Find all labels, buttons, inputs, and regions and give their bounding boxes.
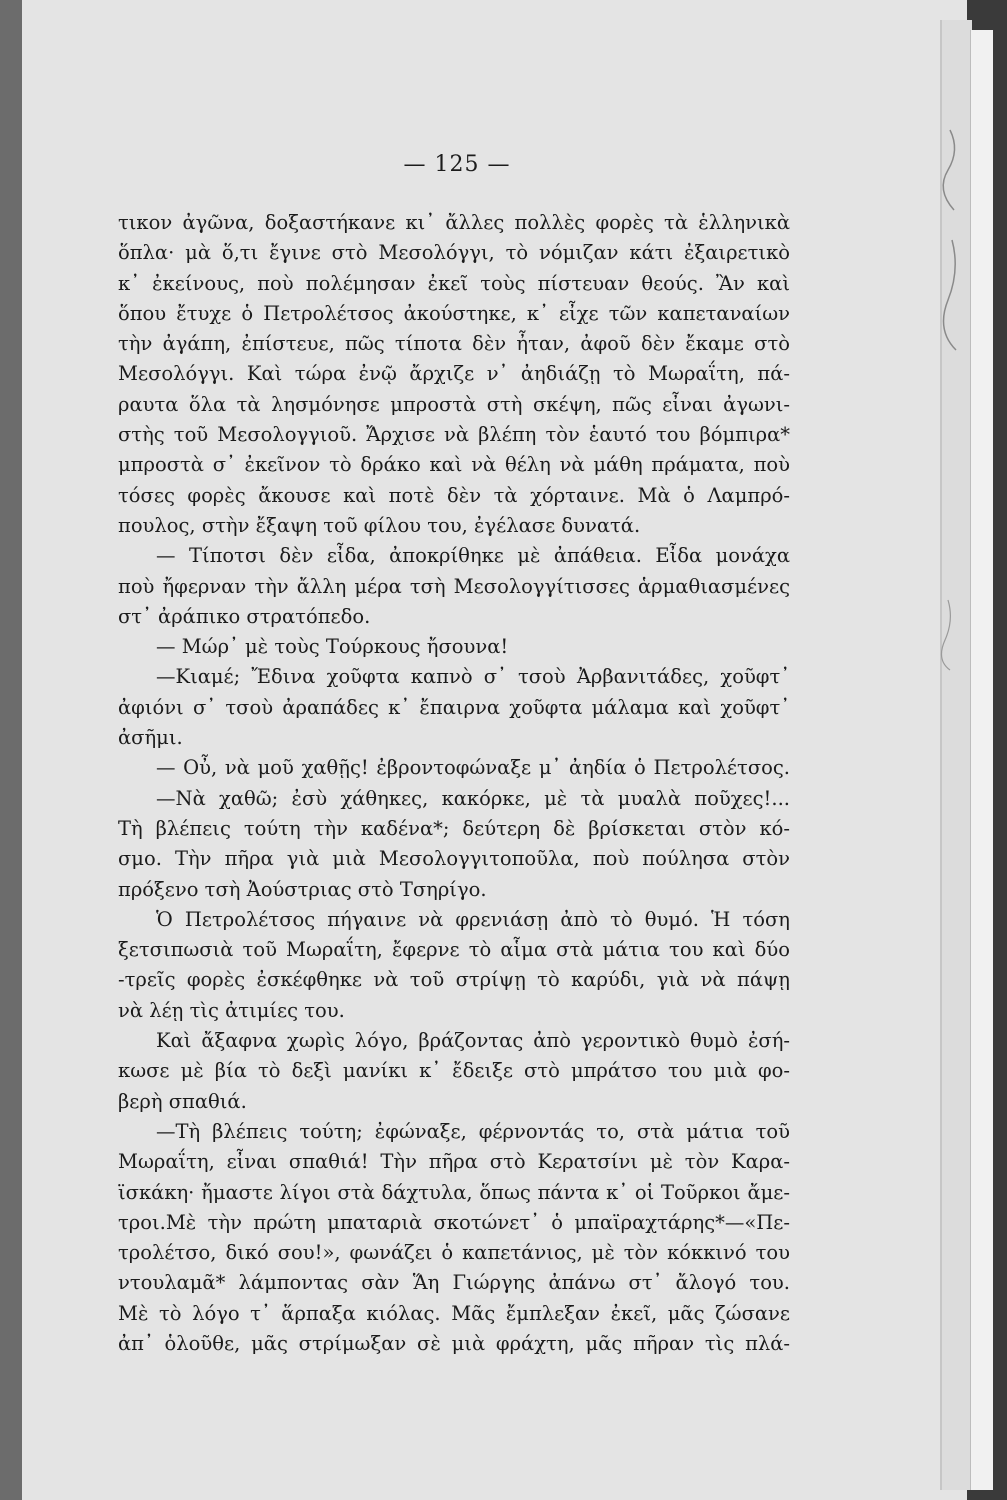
text-line: ραυτα ὅλα τὰ λησμόνησε μπροστὰ στὴ σκέψη, πῶς εἶναι ἀγωνι- [118, 392, 790, 416]
text-line: τροι.Μὲ τὴν πρώτη μπαταριὰ σκοτώνετ᾽ ὁ μπαϊραχτάρης*—«Πε- [118, 1210, 790, 1234]
text-line: ὅπου ἔτυχε ὁ Πετρολέτσος ἀκούστηκε, κ᾽ εἶχε τῶν καπεταναίων [118, 301, 790, 325]
text-line: ϊσκάκη· ἤμαστε λίγοι στὰ δάχτυλα, ὅπως πάντα κ᾽ οἱ Τοῦρκοι ἄμε- [118, 1180, 790, 1204]
text-line: στ᾽ ἀράπικο στρατόπεδο. [118, 604, 371, 628]
text-line: τικον ἀγῶνα, δοξαστήκανε κι᾽ ἄλλες πολλὲς φορὲς τὰ ἑλληνικὰ [118, 211, 790, 234]
text-line: κωσε μὲ βία τὸ δεξὶ μανίκι κ᾽ ἔδειξε στὸ μπράτσο του μιὰ φο- [118, 1059, 790, 1083]
text-line: μπροστὰ σ᾽ ἐκεῖνον τὸ δράκο καὶ νὰ θέλη νὰ μάθη πράματα, ποὺ [118, 453, 790, 477]
text-line: ὅπλα· μὰ ὅ,τι ἔγινε στὸ Μεσολόγγι, τὸ νόμιζαν κάτι ἐξαιρετικὸ [118, 241, 790, 265]
text-line: ἀφιόνι σ᾽ τσοὺ ἀραπάδες κ᾽ ἔπαιρνα χοῦφτα μάλαμα καὶ χοῦφτ᾽ [118, 695, 790, 719]
text-line: — Τίποτσι δὲν εἶδα, ἀποκρίθηκε μὲ ἀπάθεια. Εἶδα μονάχα [156, 544, 790, 568]
text-line: ξετσιπωσιὰ τοῦ Μωραΐτη, ἔφερνε τὸ αἷμα στὰ μάτια του καὶ δύο [118, 938, 790, 962]
text-line: ἀσῆμι. [118, 726, 183, 750]
text-line: —Νὰ χαθῶ; ἐσὺ χάθηκες, κακόρκε, μὲ τὰ μυαλὰ ποῦχες!... [156, 786, 790, 810]
text-line: Ὁ Πετρολέτσος πήγαινε νὰ φρενιάσῃ ἀπὸ τὸ θυμό. Ἡ τόση [156, 907, 790, 931]
text-line: Τὴ βλέπεις τούτη τὴν καδένα*; δεύτερη δὲ βρίσκεται στὸν κό- [118, 816, 790, 840]
text-line: κ᾽ ἐκείνους, ποὺ πολέμησαν ἐκεῖ τοὺς πίστευαν θεούς. Ἂν καὶ [118, 271, 790, 295]
text-line: πρόξενο τσὴ Ἀούστριας στὸ Τσηρίγο. [118, 877, 487, 901]
text-line: νὰ λέῃ τὶς ἀτιμίες του. [118, 998, 345, 1022]
text-line: ποὺ ἤφερναν τὴν ἄλλη μέρα τσὴ Μεσολογγίτισσες ἁρμαθιασμένες [118, 574, 790, 598]
text-line: τόσες φορὲς ἄκουσε καὶ ποτὲ δὲν τὰ χόρταινε. Μὰ ὁ Λαμπρό- [118, 483, 790, 507]
text-line: τρολέτσο, δικό σου!», φωνάζει ὁ καπετάνιος, μὲ τὸν κόκκινό του [118, 1241, 790, 1265]
text-line: Καὶ ἄξαφνα χωρὶς λόγο, βράζοντας ἀπὸ γεροντικὸ θυμὸ ἐσή- [156, 1029, 790, 1053]
body-text [118, 208, 790, 1359]
page-number: — 125 — [403, 152, 511, 177]
text-line: ἀπ᾽ ὁλοῦθε, μᾶς στρίμωξαν σὲ μιὰ φράχτη, μᾶς πῆραν τὶς πλά- [118, 1331, 790, 1355]
text-line: -τρεῖς φορὲς ἐσκέφθηκε νὰ τοῦ στρίψῃ τὸ καρύδι, γιὰ νὰ πάψῃ [118, 968, 790, 992]
text-line: πουλος, στὴν ἔξαψη τοῦ φίλου του, ἐγέλασε δυνατά. [118, 513, 641, 537]
text-line: στὴς τοῦ Μεσολογγιοῦ. Ἄρχισε νὰ βλέπη τὸν ἑαυτό του βόμπιρα* [118, 423, 790, 447]
binding-shadow [0, 0, 22, 1500]
margin-pencil-marks [930, 120, 990, 720]
text-line: ντουλαμᾶ* λάμποντας σὰν Ἅη Γιώργης ἀπάνω στ᾽ ἄλογό του. [118, 1271, 790, 1295]
text-line: — Μώρ᾽ μὲ τοὺς Τούρκους ἤσουνα! [156, 635, 509, 659]
text-line: τὴν ἀγάπη, ἐπίστευε, πῶς τίποτα δὲν ἦταν, ἀφοῦ δὲν ἔκαμε στὸ [118, 332, 790, 356]
text-line: σμο. Τὴν πῆρα γιὰ μιὰ Μεσολογγιτοποῦλα, ποὺ πούλησα στὸν [118, 847, 790, 871]
text-line: βερὴ σπαθιά. [118, 1089, 247, 1113]
text-line: —Τὴ βλέπεις τούτη; ἐφώναξε, φέρνοντάς το, στὰ μάτια τοῦ [156, 1119, 790, 1143]
text-line: —Κιαμέ; Ἔδινα χοῦφτα καπνὸ σ᾽ τσοὺ Ἀρβανιτάδες, χοῦφτ᾽ [156, 665, 790, 689]
text-line: Μὲ τὸ λόγο τ᾽ ἅρπαξα κιόλας. Μᾶς ἔμπλεξαν ἐκεῖ, μᾶς ζώσανε [118, 1301, 790, 1325]
text-line: Μεσολόγγι. Καὶ τώρα ἐνῷ ἄρχιζε ν᾽ ἀηδιάζῃ τὸ Μωραΐτη, πά- [118, 362, 790, 386]
text-line: — Οὖ, νὰ μοῦ χαθῇς! ἐβροντοφώναξε μ᾽ ἀηδία ὁ Πετρολέτσος. [156, 756, 790, 780]
book-page [22, 0, 967, 1500]
text-line: Μωραΐτη, εἶναι σπαθιά! Τὴν πῆρα στὸ Κερατσίνι μὲ τὸν Καρα- [118, 1150, 790, 1174]
